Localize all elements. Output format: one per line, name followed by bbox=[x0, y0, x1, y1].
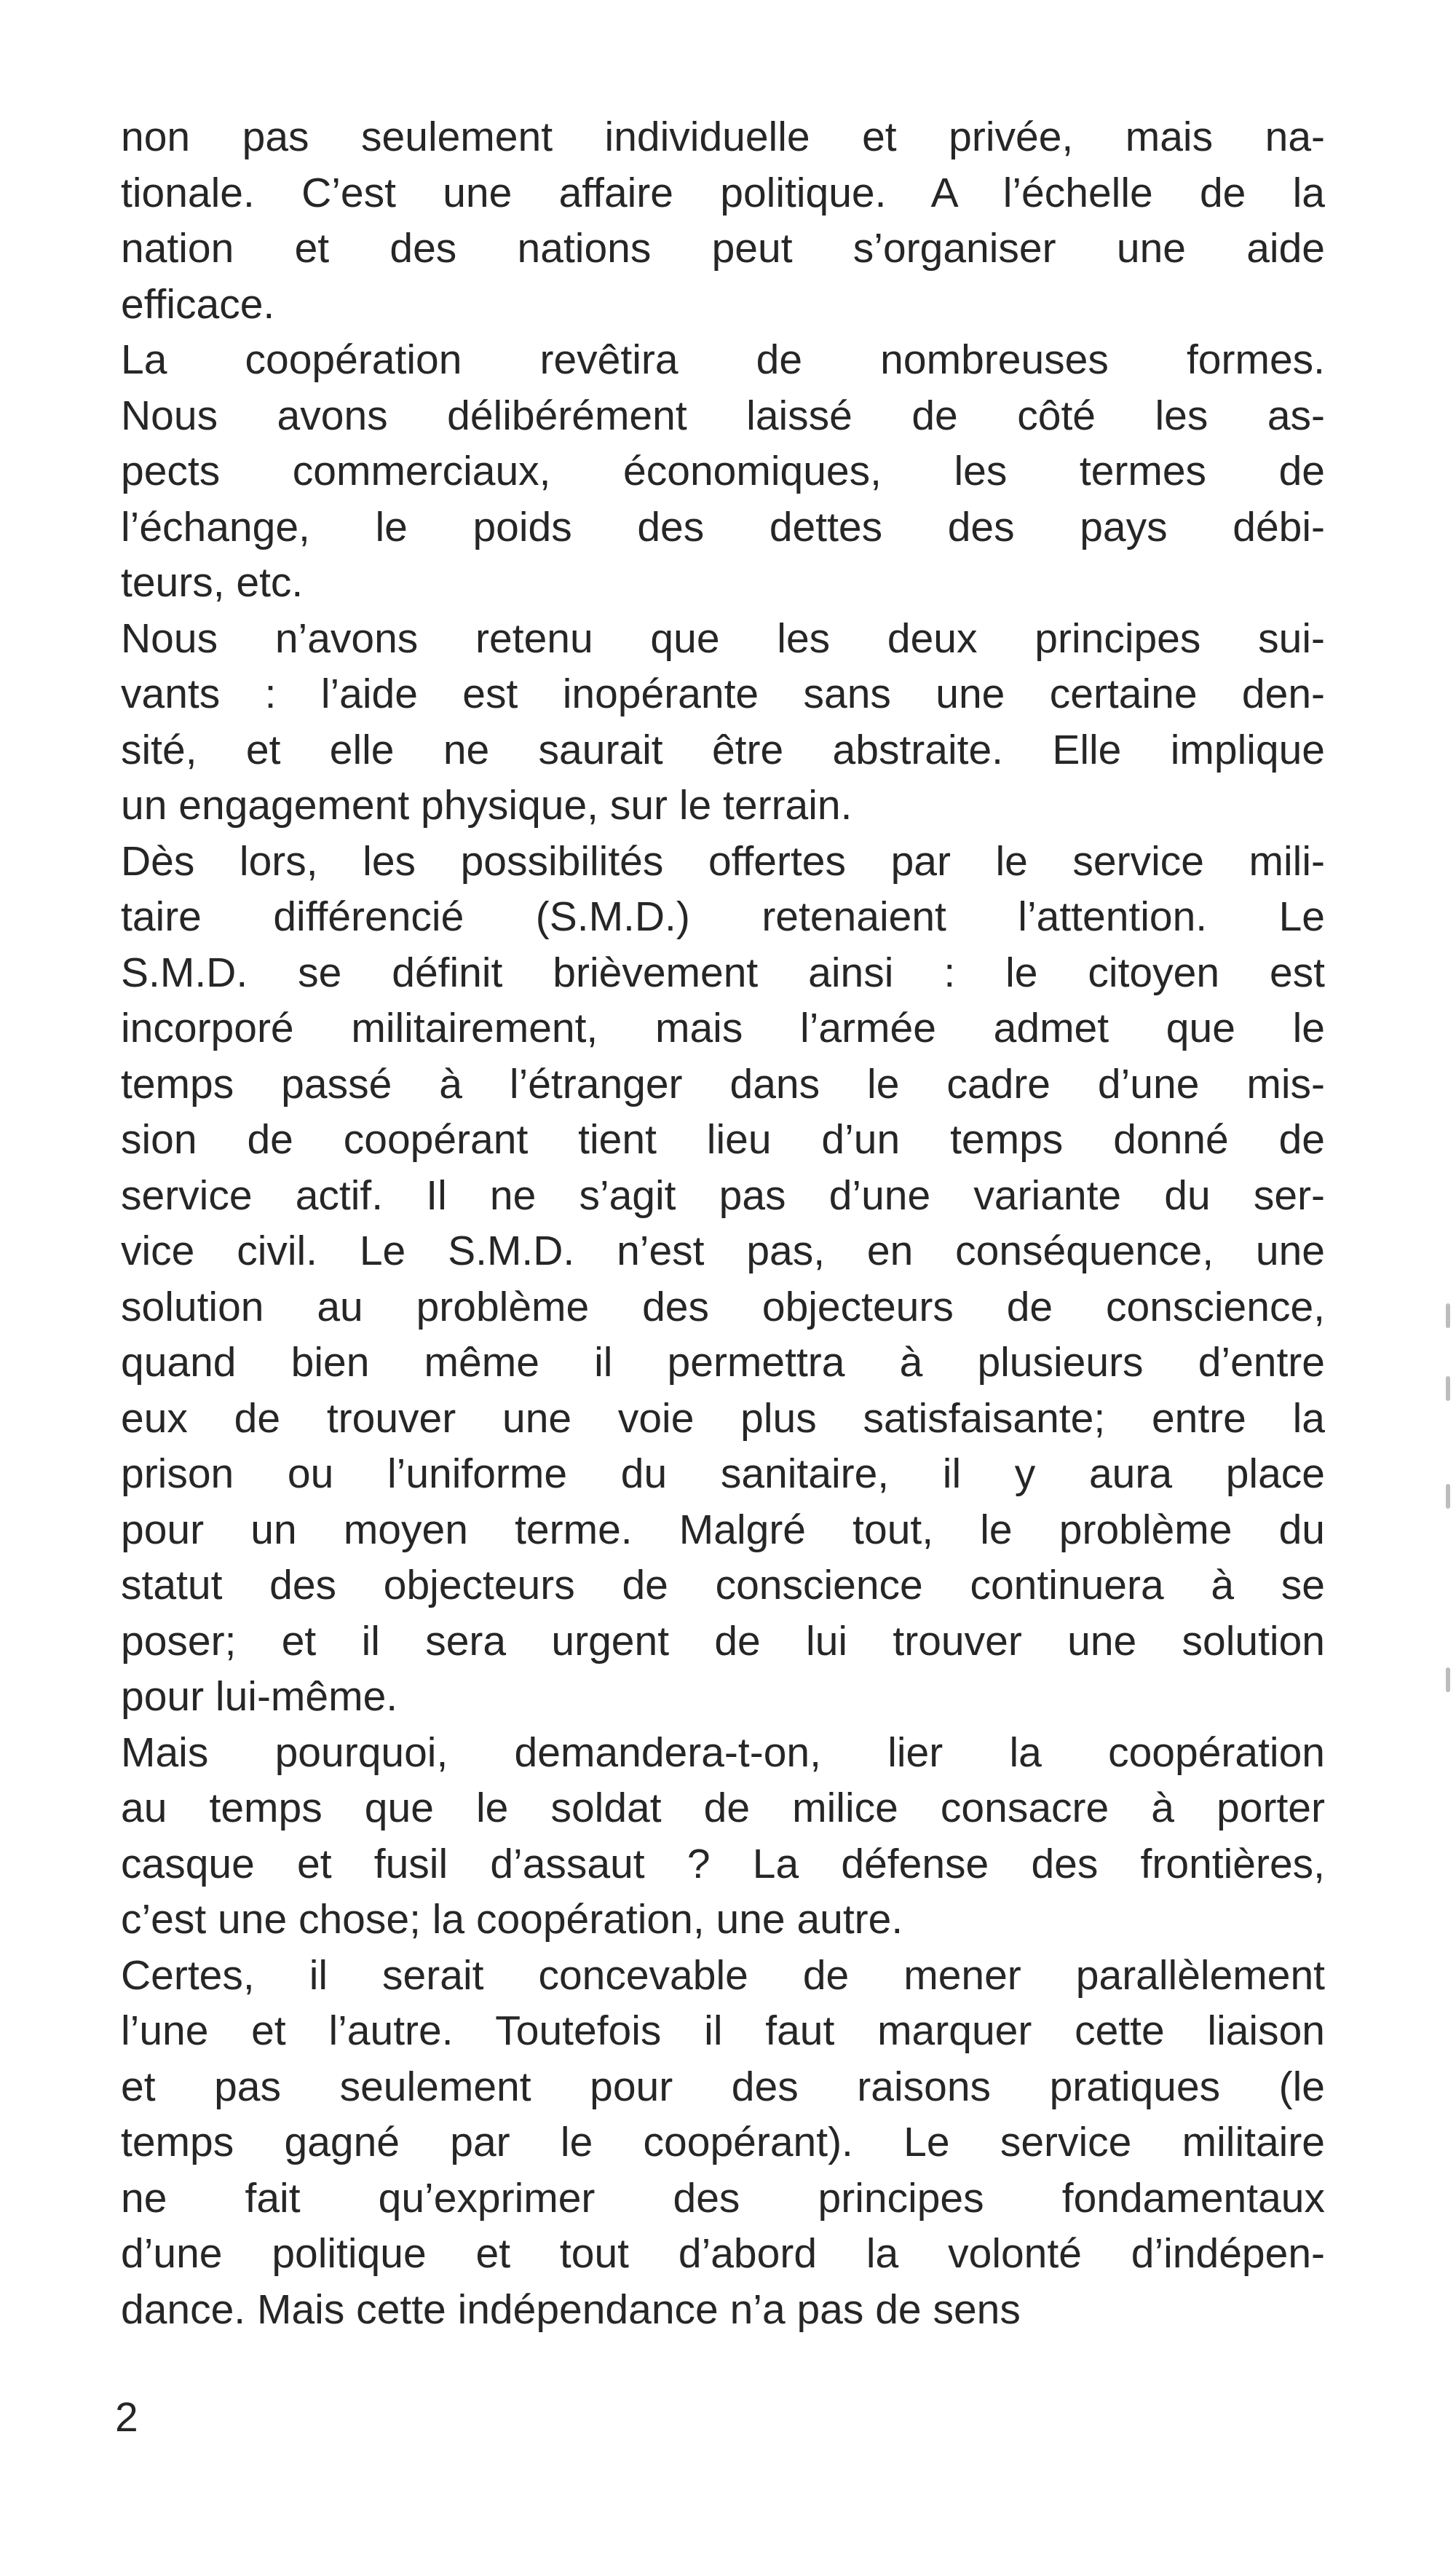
text-line: La coopération revêtira de nombreuses formes. bbox=[121, 336, 1325, 383]
margin-mark bbox=[1446, 1376, 1450, 1401]
text-line: S.M.D. se définit brièvement ainsi : le citoyen est bbox=[121, 949, 1325, 996]
text-line: nation et des nations peut s’organiser une aide bbox=[121, 225, 1325, 272]
text-line: solution au problème des objecteurs de conscience, bbox=[121, 1283, 1325, 1330]
text-line: et pas seulement pour des raisons pratiques (le bbox=[121, 2063, 1325, 2110]
paragraph bbox=[121, 1725, 1325, 1948]
text-line: casque et fusil d’assaut ? La défense des frontières, bbox=[121, 1840, 1325, 1887]
margin-mark bbox=[1446, 1303, 1450, 1328]
text-line: non pas seulement individuelle et privée, mais na- bbox=[121, 114, 1325, 160]
text-line: vice civil. Le S.M.D. n’est pas, en conséquence, une bbox=[121, 1228, 1325, 1274]
paragraph bbox=[121, 332, 1325, 611]
paragraph bbox=[121, 834, 1325, 1725]
text-line: l’échange, le poids des dettes des pays débi- bbox=[121, 503, 1325, 550]
text-line: taire différencié (S.M.D.) retenaient l’attention. Le bbox=[121, 893, 1325, 940]
body-text bbox=[121, 109, 1325, 2337]
text-line: ne fait qu’exprimer des principes fondamentaux bbox=[121, 2174, 1325, 2222]
text-line: service actif. Il ne s’agit pas d’une variante du ser- bbox=[121, 1172, 1325, 1219]
text-line: l’une et l’autre. Toutefois il faut marquer cette liaison bbox=[121, 2007, 1325, 2054]
text-line: dance. Mais cette indépendance n’a pas de sens bbox=[121, 2286, 1021, 2333]
text-line: Certes, il serait concevable de mener parallèlement bbox=[121, 1951, 1325, 1999]
text-line: poser; et il sera urgent de lui trouver une solution bbox=[121, 1617, 1325, 1664]
text-line: quand bien même il permettra à plusieurs d’entre bbox=[121, 1339, 1325, 1386]
text-line: Nous n’avons retenu que les deux principes sui- bbox=[121, 615, 1325, 662]
text-line: d’une politique et tout d’abord la volonté d’indépen- bbox=[121, 2230, 1325, 2277]
paragraph bbox=[121, 1948, 1325, 2338]
text-line: sité, et elle ne saurait être abstraite. Elle implique bbox=[121, 726, 1325, 773]
text-line: au temps que le soldat de milice consacre à porter bbox=[121, 1785, 1325, 1831]
text-line: Dès lors, les possibilités offertes par le service mili- bbox=[121, 837, 1325, 885]
text-line: pour lui-même. bbox=[121, 1673, 398, 1720]
text-line: temps passé à l’étranger dans le cadre d’une mis- bbox=[121, 1060, 1325, 1107]
paragraph bbox=[121, 109, 1325, 332]
margin-mark bbox=[1446, 1667, 1450, 1692]
text-line: pects commerciaux, économiques, les termes de bbox=[121, 448, 1325, 494]
text-line: sion de coopérant tient lieu d’un temps donné de bbox=[121, 1116, 1325, 1163]
text-line: incorporé militairement, mais l’armée admet que le bbox=[121, 1005, 1325, 1051]
right-margin-marks bbox=[1446, 1303, 1452, 1711]
text-line: vants : l’aide est inopérante sans une certaine den- bbox=[121, 671, 1325, 717]
text-line: prison ou l’uniforme du sanitaire, il y aura place bbox=[121, 1450, 1325, 1497]
text-line: efficace. bbox=[121, 280, 275, 328]
paragraph bbox=[121, 611, 1325, 834]
margin-mark bbox=[1446, 1484, 1450, 1509]
text-line: pour un moyen terme. Malgré tout, le problème du bbox=[121, 1506, 1325, 1553]
text-line: temps gagné par le coopérant). Le service militaire bbox=[121, 2119, 1325, 2165]
text-line: statut des objecteurs de conscience continuera à se bbox=[121, 1562, 1325, 1608]
text-line: eux de trouver une voie plus satisfaisante; entre la bbox=[121, 1394, 1325, 1442]
page-number: 2 bbox=[115, 2394, 138, 2441]
text-line: c’est une chose; la coopération, une autre. bbox=[121, 1896, 903, 1943]
text-line: tionale. C’est une affaire politique. A l’échelle de la bbox=[121, 169, 1325, 216]
text-line: un engagement physique, sur le terrain. bbox=[121, 782, 852, 829]
text-line: teurs, etc. bbox=[121, 559, 304, 606]
text-line: Nous avons délibérément laissé de côté les as- bbox=[121, 392, 1325, 439]
text-line: Mais pourquoi, demandera-t-on, lier la coopération bbox=[121, 1729, 1325, 1776]
